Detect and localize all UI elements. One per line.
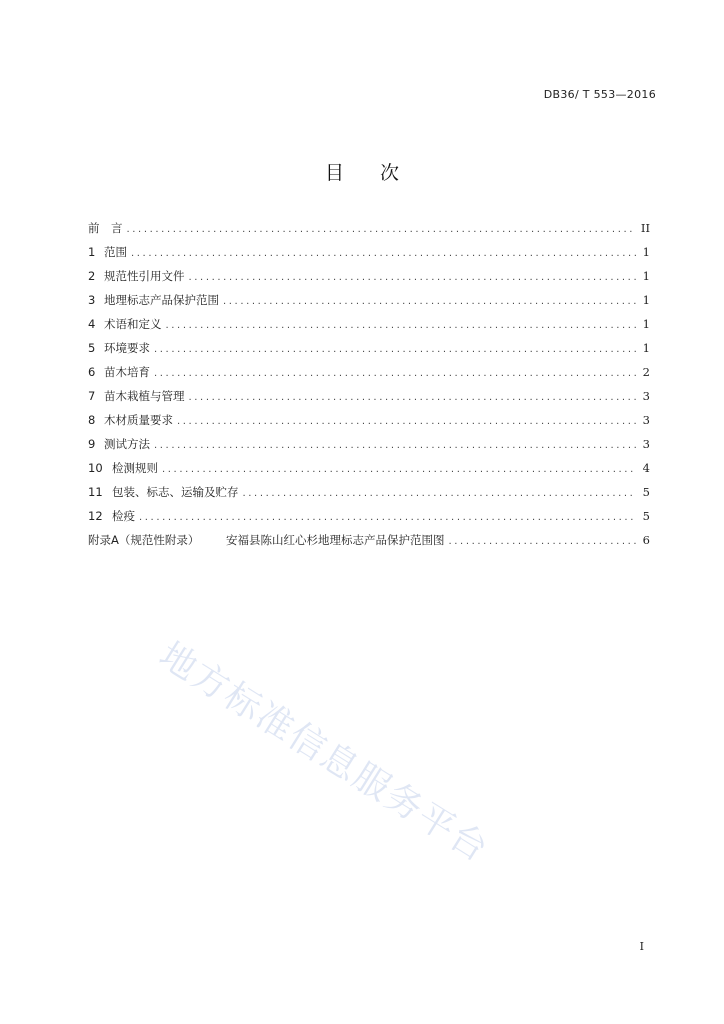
toc-entry-number: 9 xyxy=(88,437,96,451)
toc-leader-dots xyxy=(243,482,637,506)
toc-leader-dots xyxy=(154,338,636,362)
toc-entry-number: 7 xyxy=(88,389,96,403)
toc-entry-2[interactable] xyxy=(88,264,650,288)
toc-entry-page: 5 xyxy=(642,509,650,523)
toc-entry-3[interactable] xyxy=(88,288,650,312)
toc-entry-text: 检测规则 xyxy=(112,461,158,475)
toc-entry-4[interactable] xyxy=(88,312,650,336)
toc-entry-text: 规范性引用文件 xyxy=(104,269,185,283)
toc-entry-text: 地理标志产品保护范围 xyxy=(104,293,219,307)
toc-title xyxy=(0,158,724,185)
toc-entry-9[interactable] xyxy=(88,432,650,456)
watermark: 地方标准信息服务平台 xyxy=(152,634,497,871)
toc-entry-page: 1 xyxy=(642,293,650,307)
toc-entry-number: 5 xyxy=(88,341,96,355)
toc-list xyxy=(88,216,650,552)
toc-entry-text: 术语和定义 xyxy=(104,317,162,331)
toc-entry-text: 安福县陈山红心杉地理标志产品保护范围图 xyxy=(226,533,445,547)
toc-title-char-2: 次 xyxy=(380,162,400,184)
toc-entry-number: 4 xyxy=(88,317,96,331)
toc-leader-dots xyxy=(139,506,636,530)
toc-entry-number: 6 xyxy=(88,365,96,379)
toc-entry-page: 4 xyxy=(642,461,650,475)
toc-entry-page: 3 xyxy=(642,437,650,451)
toc-entry-page: 6 xyxy=(642,533,650,547)
toc-entry-5[interactable] xyxy=(88,336,650,360)
toc-entry-number: 1 xyxy=(88,245,96,259)
toc-entry-foreword[interactable] xyxy=(88,216,650,240)
toc-entry-page: 1 xyxy=(642,245,650,259)
toc-leader-dots xyxy=(223,290,636,314)
toc-leader-dots xyxy=(177,410,636,434)
toc-entry-page: 1 xyxy=(642,317,650,331)
toc-leader-dots xyxy=(189,266,637,290)
toc-entry-page: 1 xyxy=(642,269,650,283)
toc-leader-dots xyxy=(189,386,637,410)
toc-entry-text: 包装、标志、运输及贮存 xyxy=(112,485,239,499)
toc-entry-page: 5 xyxy=(642,485,650,499)
toc-entry-number: 11 xyxy=(88,485,103,499)
toc-entry-text: 苗木栽植与管理 xyxy=(104,389,185,403)
toc-entry-page: 3 xyxy=(642,389,650,403)
document-code: DB36/ T 553—2016 xyxy=(543,88,656,101)
toc-entry-number: 附录A（规范性附录） xyxy=(88,533,200,547)
toc-entry-text: 苗木培育 xyxy=(104,365,150,379)
toc-leader-dots xyxy=(127,218,637,242)
toc-entry-number: 3 xyxy=(88,293,96,307)
toc-entry-text: 木材质量要求 xyxy=(104,413,173,427)
toc-entry-text: 环境要求 xyxy=(104,341,150,355)
toc-title-char-1: 目 xyxy=(324,162,344,184)
toc-entry-10[interactable] xyxy=(88,456,650,480)
toc-leader-dots xyxy=(131,242,636,266)
toc-entry-text: 检疫 xyxy=(112,509,135,523)
toc-entry-6[interactable] xyxy=(88,360,650,384)
toc-entry-text: 范围 xyxy=(104,245,127,259)
toc-leader-dots xyxy=(166,314,637,338)
toc-leader-dots xyxy=(154,434,636,458)
toc-entry-12[interactable] xyxy=(88,504,650,528)
toc-entry-11[interactable] xyxy=(88,480,650,504)
toc-entry-page: II xyxy=(640,221,650,235)
toc-entry-number: 10 xyxy=(88,461,103,475)
toc-entry-page: 1 xyxy=(642,341,650,355)
toc-entry-appendix-a[interactable] xyxy=(88,528,650,552)
page-number: I xyxy=(639,940,644,953)
toc-leader-dots xyxy=(154,362,636,386)
toc-entry-text: 前 言 xyxy=(88,221,123,235)
toc-leader-dots xyxy=(162,458,636,482)
toc-entry-number: 2 xyxy=(88,269,96,283)
toc-entry-text: 测试方法 xyxy=(104,437,150,451)
toc-entry-7[interactable] xyxy=(88,384,650,408)
toc-entry-8[interactable] xyxy=(88,408,650,432)
toc-entry-number: 12 xyxy=(88,509,103,523)
toc-entry-page: 3 xyxy=(642,413,650,427)
toc-entry-page: 2 xyxy=(642,365,650,379)
toc-entry-number: 8 xyxy=(88,413,96,427)
toc-leader-dots xyxy=(449,530,637,554)
toc-entry-1[interactable] xyxy=(88,240,650,264)
